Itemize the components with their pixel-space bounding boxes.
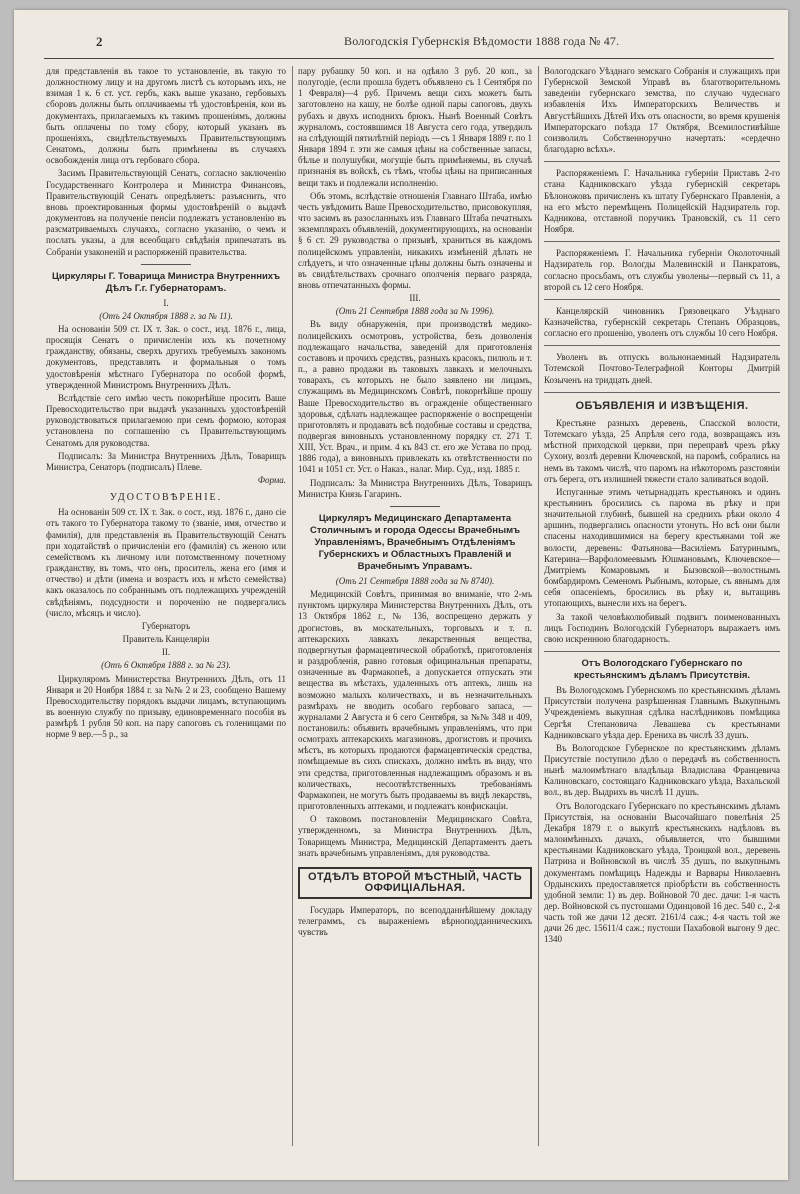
section-heading: Циркуляръ Медицинскаго Департамента Столичнымъ и города Одессы Врачебнымъ Управленіямъ, Врачебнымъ Отдѣленіямъ Губернскихъ и Областныхъ Правленій и Врачебнымъ Управамъ. — [309, 512, 521, 572]
column-divider-1 — [292, 66, 293, 1146]
paragraph: Засимъ Правительствующій Сенатъ, согласно заключенію Государственнаго Контролера и Министра Финансовъ, Правительствующій Сенатъ опредѣляетъ: разъяснить, что вновь проектированныя формы удостовѣреній о выдачѣ документовъ на полученіе пенсіи подлежатъ установленію въ разсматриваемыхъ случаяхъ, согласно указанію, о чемъ и послать указы, а для всеобщаго свѣдѣнія припечатать въ Собраніи узаконеній и распоряженій правительства. — [46, 168, 286, 257]
paragraph: На основаніи 509 ст. IX т. Зак. о сост., изд. 1876 г., лица, просящія Сенатъ о причисленіи ихъ къ почетному гражданству, обязаны, сверхъ другихъ требуемыхъ закономъ документовъ, представлять и формальныя о томъ удостовѣренія мѣстнаго Губернатора по особой формѣ, утвержденной Министромъ Внутреннихъ Дѣлъ. — [46, 323, 286, 390]
header-rule — [44, 58, 774, 59]
section-heading: Отъ Вологодскаго Губернскаго по крестьянскимъ дѣламъ Присутствія. — [573, 658, 751, 682]
paragraph: Въ Вологодскомъ Губернскомъ по крестьянскимъ дѣламъ Присутствіи получена разрѣшенная Главнымъ Выкупнымъ Учрежденіемъ выкупная сдѣлка наслѣдниковъ помѣщика Сергѣя Степановича Левашева съ крестьянами Кадниковскаго уѣзда дер. Ерениха въ числѣ 33 душъ. — [544, 685, 780, 740]
paragraph: Объ этомъ, вслѣдствіе отношенія Главнаго Штаба, имѣю честь увѣдомить Ваше Превосходительство, присовокупляя, что засимъ въ разосланныхъ изъ Главнаго Штаба печатныхъ экземплярахъ объявленій, документирующихъ, на основаніи § 6 ст. 29 руководства о призывѣ, храниться въ каждомъ полицейскомъ управленіи, никакихъ измѣненій дѣлать не слѣдуетъ, и что означенные цѣны должны быть означены и въ свидѣтельствахъ срочнаго ополченія перваго разряда, вновь отпечатанныхъ формы. — [298, 190, 532, 290]
paragraph: Медицинскій Совѣтъ, принимая во вниманіе, что 2-мъ пунктомъ циркуляра Министерства Внутреннихъ Дѣлъ, отъ 13 Октября 1862 г., № 136, воспрещено держать у дрогистовъ, въ москательныхъ, торговыхъ и т. п. аптекарскихъ лавкахъ лекарственныя вещества, подвергнутыя фармацевтической обработкѣ, приготовленія и раздробленія, равно готовыя официнальныя препараты, означенные въ Фармакопеѣ, а допускается отпускать эти вещества въ мѣстахъ, удаленныхъ отъ аптекъ, лишь на возможно малыхъ количествахъ, и въ незначительныхъ размѣрахъ не вводить особаго гербоваго запаса, — журналами 2 Августа и 6 сего Сентября, за №№ 348 и 409, постановилъ: объявить врачебнымъ управленіямъ, что при осмотрахъ аптекарскихъ магазиновъ, дрогистовъ и прочихъ мѣстъ, въ которыхъ продаются фармацевтическія средства, помѣщаемые въ сихъ спискахъ, должно имѣть въ виду, что эти средства, приготовленныя надлежащимъ образомъ и въ количествахъ, несоотвѣтственныхъ требованіямъ Фармакопеи, не могутъ быть продаваемы въ видѣ лекарствъ, приготовленныхъ аптеками, и подлежатъ конфискаціи. — [298, 589, 532, 812]
page-number: 2 — [96, 34, 103, 49]
separator — [390, 506, 440, 507]
separator — [544, 651, 780, 652]
paragraph: О таковомъ постановленіи Медицинскаго Совѣта, утвержденномъ, за Министра Внутреннихъ Дѣлъ, Товарищемъ Министра, Медицинскій Департаментъ даетъ знать врачебнымъ управленіямъ, для руководства. — [298, 814, 532, 858]
certificate-title: УДОСТОВѢРЕНІЕ. — [109, 492, 223, 504]
paragraph: Подписалъ: За Министра Внутреннихъ Дѣлъ, Товарищъ Министра Князь Гагаринъ. — [298, 477, 532, 499]
section-banner: ОТДѢЛЪ ВТОРОЙ МѢСТНЫЙ, ЧАСТЬ ОФФИЦІАЛЬНАЯ. — [298, 867, 532, 899]
paragraph: Государь Императоръ, по всеподданнѣйшему докладу телеграммъ, съ выраженіемъ вѣрноподданническихъ чувствъ — [298, 905, 532, 938]
paragraph: Распоряженіемъ Г. Начальника губерніи Околоточный Надзиратель гор. Вологды Малевинскій и Панкратовъ, согласно просьбамъ, отъ службы уволены—первый съ 11, а второй съ 12 сего Ноября. — [544, 248, 780, 292]
paragraph: Подписалъ: За Министра Внутреннихъ Дѣлъ, Товарищъ Министра, Сенаторъ (подписалъ) Плеве. — [46, 450, 286, 472]
section-heading: Циркуляры Г. Товарища Министра Внутреннихъ Дѣлъ Г.г. Губернаторамъ. — [51, 270, 281, 294]
form-label: Форма. — [257, 475, 286, 485]
separator — [544, 392, 780, 393]
roman-numeral: I. — [163, 297, 169, 308]
newspaper-page — [14, 10, 788, 1180]
signature-line: Губернаторъ — [141, 620, 191, 631]
paragraph: На основаніи 509 ст. IX т. Зак. о сост., изд. 1876 г., дано сіе отъ такого то Губернатора такому то (званіе, имя, отчество и фамилія), для представленія въ Правительствующій Сенатъ при ходатайствѣ о причисленіи его (фамилія) съ женою или семействомъ къ личному или потомственному почетному гражданству, въ томъ, что онъ, проситель, жена его (имя и отчество) и дѣти (имена и возрастъ ихъ и мѣсто семейства) какъ оказалось по собраннымъ отъ подлежащихъ учрежденій свѣдѣніямъ, подсудности и пороченію не подвергались (число, мѣсяцъ и число). — [46, 507, 286, 618]
separator — [544, 299, 780, 300]
announcements-title: ОБЪЯВЛЕНІЯ И ИЗВѢЩЕНІЯ. — [575, 399, 749, 412]
separator — [544, 161, 780, 162]
column-2 — [298, 66, 532, 1156]
paragraph: Уволенъ въ отпускъ вольнонаемный Надзиратель Тотемской Почтово-Телеграфной Конторы Дмитрій Козыченъ на тридцать дней. — [544, 352, 780, 385]
column-1 — [46, 66, 286, 1156]
separator — [544, 241, 780, 242]
paragraph: Циркуляромъ Министерства Внутреннихъ Дѣлъ, отъ 11 Января и 20 Ноября 1884 г. за №№ 2 и 23, сообщено Вашему Превосходительству порядокъ выдачи лицамъ, вступающимъ въ военную службу по призыву, единовременнаго пособія въ размѣрѣ 1 рубля 50 коп. на пару сапоговъ съ голенищами по норме 9 вер.—5 р., за — [46, 673, 286, 740]
paragraph: Крестьяне разныхъ деревень, Спасской волости, Тотемскаго уѣзда, 25 Апрѣля сего года, возвращаясь изъ мѣстной приходской церкви, при переправѣ чрезъ рѣку Сухону, возлѣ деревни Ключевской, на паромѣ, собрались на немъ въ такомъ числѣ, что паромъ на нѣкоторомъ разстояніи отъ берега, отъ излишней тяжести стало заливаться водой. — [544, 417, 780, 484]
roman-numeral: III. — [409, 293, 421, 304]
separator — [141, 264, 191, 265]
paragraph: Вслѣдствіе сего имѣю честь покорнѣйше просить Ваше Превосходительство при выдачѣ указанныхъ удостовѣреній руководствоваться прилагаемою при семъ формою, которая установлена по соглашенію съ Правительствующимъ Сенатомъ для руководства. — [46, 392, 286, 448]
date-line: (Отъ 6 Октября 1888 г. за № 23). — [101, 660, 231, 671]
date-line: (Отъ 21 Сентября 1888 года за № 1996). — [335, 306, 495, 317]
paragraph: пару рубашку 50 коп. и на одѣяло 3 руб. 20 коп., за полугодіе, (если прошла будетъ объявлено съ 1 Сентября по 1 Февраля)—4 руб. Причемъ вещи сихъ можетъ быть заготовлено на кашу, не болѣе одной пары сапоговъ, двухъ рубахъ и двухъ исподнихъ брюкъ. Нынѣ Военный Совѣтъ журналомъ, состоявшимся 18 Августа сего года, утвердилъ на слѣдующій пятилѣтній періодъ —съ 1 Января 1889 г. по 1 Января 1894 г. эти же самыя цѣны на собственные запасы, бѣлье и полушубки, могущіе быть примѣняемы, въ случаѣ признанія въ войскѣ, съ тѣмъ, чтобы цѣны на приписанныя вещи такъ и подлежали исполненію. — [298, 66, 532, 188]
roman-numeral: II. — [161, 647, 171, 658]
paragraph: Канцелярскій чиновникъ Грязовецкаго Уѣзднаго Казначейства, губернскій секретарь Степанъ Образцовъ, согласно его прошенію, уволенъ отъ службы 10 сего Ноября. — [544, 305, 780, 339]
paragraph: Отъ Вологодскаго Губернскаго по крестьянскимъ дѣламъ Присутствія, на основаніи Высочайшаго повелѣнія 25 Декабря 1879 г. о выкупѣ крестьянскихъ надѣловъ въ малоимѣнныхъ дачахъ, объявляется, что бывшими крестьянами Кадниковскаго уѣзда, Троицкой вол., деревень Патрина и Войновской въ числѣ 35 душъ, по выкупнымъ документамъ помѣщицъ Надежды и Варвары Николаевнъ Ордынскихъ предоставляется пріобрѣсти въ собственность удобной земли: 1) въ дер. Войновой 70 дес. дачи: 1-я часть дер. Войновской съ пустошами Одинцовой 16 дес. 540 с., 2-я часть той же дачи 12 десят. 2161/4 саж.; 4-я часть той же дачи 26 дес. 15611/4 саж.; пустоши Пахабовой выгону 9 дес. 1340 — [544, 800, 780, 945]
date-line: (Отъ 24 Октября 1888 г. за № 11). — [99, 310, 233, 321]
paragraph: для представленія въ такое то установленіе, въ такую то должностному лицу и на другомъ листѣ съ которымъ ихъ, не взимая 1 к. 6 ст. уст. гербъ, какъ выше указано, гербовыхъ сборовъ должны быть оплачиваемы тѣ удостовѣренія, кои въ документахъ, прилагаемыхъ къ такимъ прошеніямъ, должны быть оплачены по тому сбору, который указанъ въ прошеніяхъ, свидѣтельствуемыхъ Правительствующимъ Сенатомъ, должны быть примѣнены въ случаяхъ освобожденія лица отъ гербоваго сбора. — [46, 66, 286, 166]
page-header — [44, 32, 774, 54]
signature-line: Правитель Канцеляріи — [122, 634, 210, 645]
masthead: Вологодскія Губернскія Вѣдомости 1888 года № 47. — [344, 34, 620, 48]
paragraph: Распоряженіемъ Г. Начальника губерніи Приставъ 2-го стана Кадниковскаго уѣзда губернскій секретарь Бѣлоножовъ причисленъ къ штату Губернскаго Правленія, а на его мѣсто перемѣщенъ Полицейскій Надзиратель гор. Кадникова, отставной поручикъ Трановскій, съ 11 сего Ноября. — [544, 168, 780, 235]
paragraph: Въ виду обнаруженія, при производствѣ медико-полицейскихъ осмотровъ, устройства, безъ дозволенія подлежащаго начальства, заведеній для приготовленія составовъ и прочихъ средствъ, разныхъ красокъ, пилюль и т. п., а равно продажи въ таковыхъ лавкахъ и мелочныхъ товарахъ, съ которыхъ не было заявлено ни лицамъ, служащимъ въ Медицинскомъ Совѣтѣ, покорнѣйше прошу Ваше Превосходительство въ огражденіе общественнаго здоровья, сдѣлать надлежащее распоряженіе о воспрещеніи приготовлять и продавать всѣ подобные составы и средства, подвергая виновныхъ установленному порядку ст. 271 Т. XIII, Уст. Врач., и прим. 4 къ 843 ст. его же Устава по прод. 1886 года), а виновныхъ привлекать къ отвѣтственности по 1041 и 1051 ст. Уст. о Наказ., налаг. Мир. Суд., изд. 1885 г. — [298, 319, 532, 475]
column-divider-2 — [538, 66, 539, 1146]
paragraph: Вологодскаго Уѣзднаго земскаго Собранія и служащихъ при Губернской Земской Управѣ въ благотворительномъ заведеніи губернскаго земства, по случаю чудеснаго избавленія Ихъ Императорскихъ Величествъ и Августѣйшихъ Дѣтей Ихъ отъ опасности, во время крушенія Императорскаго поѣзда 17 Октября, Всемилостивѣйше соизволилъ Собственноручно начертать: «сердечно благодарю всѣхъ». — [544, 66, 780, 155]
separator — [544, 345, 780, 346]
paragraph: Испуганные этимъ четырнадцать крестьянокъ и одинъ крестьянинъ бросились съ парома въ рѣку и при значительной глубинѣ, бывшей на среднихъ рѣки около 4 аршинъ, подвергались опасности утонуть. Но всѣ они были спасены находившимися на берегу крестьянами той же волости, деревень: Фатьянова—Василіемъ Батуринымъ, Катерина—Варфоломеевымъ Юшмановымъ, Ключевское—Дмитріемъ Комаровымъ и Бызовской—волостнымъ бомбардиромъ Семеномъ Рыбнымъ, которые, съ явнымъ для себя опасеніемъ, бросились въ рѣку и, вытащивъ утопающихъ, вынесли ихъ на берегъ. — [544, 486, 780, 609]
column-3 — [544, 66, 780, 1156]
date-line: (Отъ 21 Сентября 1888 года за № 8740). — [335, 575, 495, 586]
paragraph: За такой человѣколюбивый подвигъ поименованныхъ лицъ Господинъ Вологодскій Губернаторъ выражаетъ имъ свою искреннюю благодарность. — [544, 611, 780, 644]
paragraph: Въ Вологодское Губернское по крестьянскимъ дѣламъ Присутствіе поступило дѣло о передачѣ въ собственность нынѣ малоимѣтнаго владѣльца Владислава Францевича Калиновскаго, состоящаго Кадниковскаго уѣзда, Вахальской вол., въ дер. Выдрихъ въ числѣ 11 душъ. — [544, 742, 780, 798]
